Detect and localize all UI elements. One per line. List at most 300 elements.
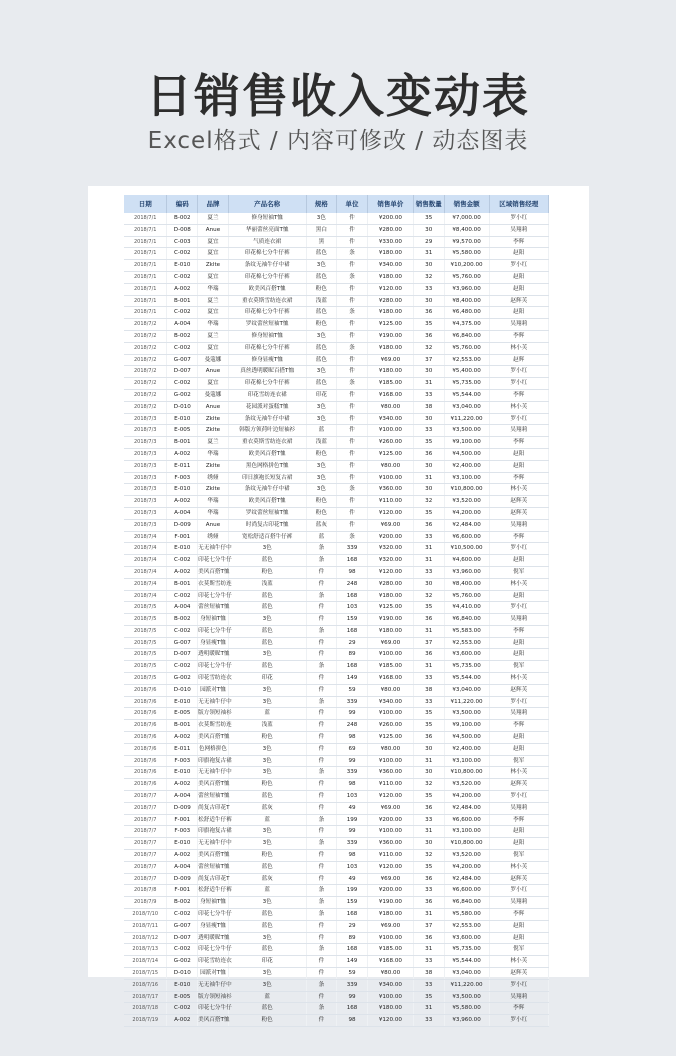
table-cell: A-002 — [167, 732, 198, 744]
table-cell: ¥4,410.00 — [444, 602, 489, 614]
table-cell: 33 — [413, 696, 444, 708]
table-cell: 印花雪纺连衣裙 — [228, 389, 306, 401]
table-cell: ¥180.00 — [367, 342, 413, 354]
table-cell: ¥100.00 — [367, 826, 413, 838]
table-cell: ¥5,544.00 — [444, 673, 489, 685]
table-cell: 件 — [337, 448, 368, 460]
table-cell: 33 — [413, 1015, 444, 1027]
table-cell: 35 — [413, 708, 444, 720]
table-cell: 条 — [306, 625, 337, 637]
table-cell: ¥3,040.00 — [444, 684, 489, 696]
table-row — [124, 649, 549, 661]
table-cell: 2018/7/17 — [124, 991, 167, 1003]
table-cell: E-010 — [167, 838, 198, 850]
table-cell: ¥180.00 — [367, 248, 413, 260]
table-cell: ¥200.00 — [367, 885, 413, 897]
table-cell: ¥5,583.00 — [444, 625, 489, 637]
table-cell: 2018/7/3 — [124, 437, 167, 449]
table-cell: 件 — [337, 213, 368, 224]
table-cell: 2018/7/2 — [124, 378, 167, 390]
table-cell: 气质连衣裙 — [228, 236, 306, 248]
table-row — [124, 248, 549, 260]
table-cell: 蕾丝短袖T恤 — [198, 791, 229, 803]
page-title: 日销售收入变动表 — [146, 69, 530, 123]
table-cell: 赵阳 — [489, 649, 548, 661]
table-row — [124, 283, 549, 295]
table-cell: 3色 — [306, 484, 337, 496]
table-cell: 修身短袖T恤 — [228, 213, 306, 224]
table-cell: 园派对T恤 — [198, 968, 229, 980]
table-cell: 夏宜 — [198, 271, 229, 283]
table-cell: Anue — [198, 224, 229, 236]
table-cell: ¥200.00 — [367, 531, 413, 543]
table-cell: 2018/7/2 — [124, 401, 167, 413]
table-cell: C-002 — [167, 271, 198, 283]
table-cell: 98 — [337, 732, 368, 744]
table-cell: 绣娅 — [198, 472, 229, 484]
table-cell: 件 — [337, 460, 368, 472]
table-cell: 条 — [306, 979, 337, 991]
table-row — [124, 389, 549, 401]
table-cell: C-002 — [167, 342, 198, 354]
table-cell: 身显瘦T恤 — [198, 637, 229, 649]
table-cell: 69 — [337, 743, 368, 755]
table-cell: 98 — [337, 850, 368, 862]
table-cell: 35 — [413, 437, 444, 449]
table-cell: 蓝色 — [306, 378, 337, 390]
table-cell: 37 — [413, 920, 444, 932]
table-row — [124, 991, 549, 1003]
table-cell: 36 — [413, 732, 444, 744]
table-cell: ¥320.00 — [367, 555, 413, 567]
table-cell: A-002 — [167, 448, 198, 460]
table-cell: 条 — [306, 944, 337, 956]
table-cell: A-004 — [167, 602, 198, 614]
table-cell: 林小芙 — [489, 401, 548, 413]
table-cell: 夏兰 — [198, 330, 229, 342]
table-cell: 无无袖牛仔中 — [198, 543, 229, 555]
table-cell: ¥11,220.00 — [444, 979, 489, 991]
table-cell: 印花 — [306, 389, 337, 401]
table-cell: E-005 — [167, 991, 198, 1003]
table-cell: 蓝色 — [228, 861, 306, 873]
table-cell: 248 — [337, 578, 368, 590]
table-cell: ¥168.00 — [367, 673, 413, 685]
table-cell: E-011 — [167, 460, 198, 472]
table-row — [124, 354, 549, 366]
table-cell: 吴翔莉 — [489, 897, 548, 909]
table-cell: 2018/7/18 — [124, 1003, 167, 1015]
table-cell: 李辉 — [489, 1003, 548, 1015]
table-cell: 欧美风百搭T恤 — [228, 496, 306, 508]
table-row — [124, 460, 549, 472]
table-cell: ¥3,600.00 — [444, 932, 489, 944]
table-cell: 339 — [337, 543, 368, 555]
table-cell: 2018/7/6 — [124, 779, 167, 791]
table-cell: 2018/7/3 — [124, 496, 167, 508]
table-cell: 蓝色 — [306, 248, 337, 260]
table-cell: 2018/7/1 — [124, 271, 167, 283]
table-cell: 印花 — [228, 956, 306, 968]
table-cell: ¥6,480.00 — [444, 307, 489, 319]
table-cell: 条 — [306, 909, 337, 921]
table-row — [124, 637, 549, 649]
table-cell: 夏宜 — [198, 236, 229, 248]
table-row — [124, 684, 549, 696]
table-cell: ¥4,200.00 — [444, 791, 489, 803]
table-cell: ¥2,553.00 — [444, 920, 489, 932]
table-cell: 罗小红 — [489, 213, 548, 224]
table-cell: 89 — [337, 649, 368, 661]
table-cell: 吴翔莉 — [489, 224, 548, 236]
table-row — [124, 614, 549, 626]
table-cell: D-010 — [167, 968, 198, 980]
table-cell: 件 — [337, 224, 368, 236]
table-cell: 33 — [413, 389, 444, 401]
table-cell: 林小芙 — [489, 861, 548, 873]
table-cell: ¥80.00 — [367, 743, 413, 755]
table-cell: 真丝透明暖昵百搭T恤 — [228, 366, 306, 378]
table-cell: ¥100.00 — [367, 932, 413, 944]
table-cell: 吴翔莉 — [489, 708, 548, 720]
table-cell: 倪军 — [489, 661, 548, 673]
table-cell: 件 — [337, 260, 368, 272]
table-cell: 件 — [306, 802, 337, 814]
table-cell: 30 — [413, 578, 444, 590]
table-cell: 罗小红 — [489, 1015, 548, 1027]
table-row — [124, 566, 549, 578]
table-row — [124, 472, 549, 484]
table-cell: ¥10,200.00 — [444, 260, 489, 272]
table-cell: 33 — [413, 814, 444, 826]
table-cell: 3色 — [306, 401, 337, 413]
table-cell: 赵辉芙 — [489, 779, 548, 791]
table-cell: 蓝色 — [228, 555, 306, 567]
table-cell: 2018/7/4 — [124, 555, 167, 567]
table-cell: Zklte — [198, 260, 229, 272]
table-cell: D-007 — [167, 366, 198, 378]
table-cell: 件 — [337, 496, 368, 508]
table-cell: 蓝色 — [228, 590, 306, 602]
table-cell: ¥3,040.00 — [444, 401, 489, 413]
table-cell: ¥100.00 — [367, 708, 413, 720]
table-cell: 2018/7/4 — [124, 531, 167, 543]
table-cell: 31 — [413, 1003, 444, 1015]
table-cell: 件 — [306, 578, 337, 590]
table-cell: ¥2,553.00 — [444, 637, 489, 649]
table-row — [124, 413, 549, 425]
table-cell: ¥180.00 — [367, 909, 413, 921]
table-cell: ¥8,400.00 — [444, 578, 489, 590]
table-cell: 31 — [413, 543, 444, 555]
table-cell: 199 — [337, 814, 368, 826]
table-cell: ¥3,520.00 — [444, 496, 489, 508]
table-cell: 罗小红 — [489, 366, 548, 378]
table-cell: 吴翔莉 — [489, 614, 548, 626]
table-cell: ¥280.00 — [367, 224, 413, 236]
table-cell: 59 — [337, 968, 368, 980]
table-cell: 件 — [306, 649, 337, 661]
table-cell: 3色 — [228, 696, 306, 708]
table-cell: B-001 — [167, 720, 198, 732]
table-cell: 粉色 — [228, 779, 306, 791]
table-cell: 99 — [337, 826, 368, 838]
table-row — [124, 519, 549, 531]
table-cell: ¥340.00 — [367, 696, 413, 708]
table-cell: 件 — [337, 425, 368, 437]
table-cell: 透明暖昵T恤 — [198, 649, 229, 661]
table-cell: 89 — [337, 932, 368, 944]
table-cell: 印花棉七分牛仔裤 — [228, 307, 306, 319]
table-row — [124, 861, 549, 873]
table-cell: ¥69.00 — [367, 637, 413, 649]
table-header-row — [124, 195, 549, 213]
table-cell: 36 — [413, 519, 444, 531]
table-cell: ¥320.00 — [367, 543, 413, 555]
table-cell: ¥4,500.00 — [444, 448, 489, 460]
table-cell: 花园派对蛋糕T恤 — [228, 401, 306, 413]
table-cell: B-001 — [167, 578, 198, 590]
table-cell: 30 — [413, 413, 444, 425]
table-cell: 2018/7/5 — [124, 602, 167, 614]
table-cell: 2018/7/5 — [124, 661, 167, 673]
table-cell: 华瑞 — [198, 319, 229, 331]
table-cell: 168 — [337, 661, 368, 673]
table-row — [124, 555, 549, 567]
table-cell: 35 — [413, 602, 444, 614]
page-subtitle: Excel格式 / 内容可修改 / 动态图表 — [147, 128, 529, 154]
table-cell: 36 — [413, 649, 444, 661]
table-cell: 罗小红 — [489, 260, 548, 272]
table-cell: 尚复古印花T — [198, 873, 229, 885]
table-cell: ¥4,500.00 — [444, 732, 489, 744]
table-cell: 36 — [413, 330, 444, 342]
table-cell: ¥4,200.00 — [444, 507, 489, 519]
table-cell: ¥3,500.00 — [444, 708, 489, 720]
table-cell: 49 — [337, 873, 368, 885]
table-cell: 32 — [413, 342, 444, 354]
table-cell: 35 — [413, 507, 444, 519]
table-cell: ¥5,760.00 — [444, 271, 489, 283]
table-cell: D-009 — [167, 873, 198, 885]
table-cell: 件 — [337, 295, 368, 307]
table-cell: B-001 — [167, 295, 198, 307]
table-cell: 条 — [337, 484, 368, 496]
table-cell: 2018/7/6 — [124, 743, 167, 755]
table-cell: 美风百搭T恤 — [198, 850, 229, 862]
table-cell: ¥5,544.00 — [444, 389, 489, 401]
table-cell: 36 — [413, 307, 444, 319]
table-cell: 2018/7/7 — [124, 850, 167, 862]
table-cell: 3色 — [228, 979, 306, 991]
table-cell: 32 — [413, 850, 444, 862]
table-cell: E-010 — [167, 767, 198, 779]
table-cell: D-007 — [167, 649, 198, 661]
table-cell: ¥120.00 — [367, 566, 413, 578]
table-cell: 36 — [413, 897, 444, 909]
table-cell: 蓝色 — [228, 661, 306, 673]
table-cell: 吴翔莉 — [489, 802, 548, 814]
table-cell: 罗纹蕾丝短袖T恤 — [228, 319, 306, 331]
table-cell: ¥180.00 — [367, 590, 413, 602]
table-cell: 倪军 — [489, 755, 548, 767]
table-cell: 3色 — [228, 897, 306, 909]
table-cell: 条纹无袖牛仔中裙 — [228, 413, 306, 425]
table-cell: A-004 — [167, 861, 198, 873]
table-cell: 30 — [413, 366, 444, 378]
table-row — [124, 873, 549, 885]
table-cell: 罗小红 — [489, 791, 548, 803]
table-row — [124, 1003, 549, 1015]
table-row — [124, 885, 549, 897]
table-cell: 粉色 — [228, 732, 306, 744]
table-cell: ¥69.00 — [367, 519, 413, 531]
table-cell: 条 — [306, 696, 337, 708]
table-cell: 2018/7/2 — [124, 354, 167, 366]
table-cell: 印花七分牛仔 — [198, 944, 229, 956]
table-cell: 蓝色 — [306, 307, 337, 319]
table-cell: ¥185.00 — [367, 661, 413, 673]
table-cell: 2018/7/2 — [124, 389, 167, 401]
table-cell: 赵阳 — [489, 307, 548, 319]
table-cell: 件 — [337, 330, 368, 342]
table-cell: 美风百搭T恤 — [198, 779, 229, 791]
table-cell: ¥120.00 — [367, 1015, 413, 1027]
table-cell: 2018/7/1 — [124, 260, 167, 272]
table-cell: 33 — [413, 885, 444, 897]
table-cell: ¥185.00 — [367, 378, 413, 390]
table-cell: 条 — [337, 248, 368, 260]
table-cell: ¥360.00 — [367, 838, 413, 850]
table-cell: 2018/7/4 — [124, 566, 167, 578]
table-row — [124, 330, 549, 342]
table-cell: 31 — [413, 755, 444, 767]
table-cell: D-010 — [167, 401, 198, 413]
table-row — [124, 767, 549, 779]
table-cell: 168 — [337, 909, 368, 921]
table-cell: ¥80.00 — [367, 401, 413, 413]
table-row — [124, 484, 549, 496]
table-cell: 2018/7/3 — [124, 519, 167, 531]
table-cell: 2018/7/9 — [124, 897, 167, 909]
table-cell: G-002 — [167, 956, 198, 968]
table-cell: Anue — [198, 401, 229, 413]
table-cell: 黑 — [306, 236, 337, 248]
table-cell: 绣娅 — [198, 531, 229, 543]
table-row — [124, 979, 549, 991]
table-cell: 林小芙 — [489, 342, 548, 354]
table-cell: ¥180.00 — [367, 625, 413, 637]
table-cell: 赵阳 — [489, 826, 548, 838]
table-cell: 30 — [413, 460, 444, 472]
table-cell: 2018/7/7 — [124, 791, 167, 803]
table-cell: E-010 — [167, 696, 198, 708]
table-cell: 2018/7/7 — [124, 802, 167, 814]
table-cell: 衣莫斯雪纺连 — [198, 578, 229, 590]
table-cell: 339 — [337, 979, 368, 991]
table-cell: 版方领短袖衫 — [198, 991, 229, 1003]
table-cell: ¥3,500.00 — [444, 991, 489, 1003]
table-cell: 2018/7/11 — [124, 920, 167, 932]
table-cell: 件 — [306, 791, 337, 803]
table-cell: 149 — [337, 956, 368, 968]
table-cell: 条 — [306, 897, 337, 909]
table-cell: 美风百搭T恤 — [198, 566, 229, 578]
table-cell: 件 — [337, 236, 368, 248]
table-cell: 29 — [337, 637, 368, 649]
table-cell: 30 — [413, 295, 444, 307]
table-row — [124, 814, 549, 826]
table-cell: 件 — [306, 991, 337, 1003]
table-cell: 蓝色 — [306, 342, 337, 354]
table-cell: ¥4,600.00 — [444, 555, 489, 567]
column-header: 单位 — [337, 195, 368, 213]
table-cell: E-010 — [167, 484, 198, 496]
table-cell: ¥3,100.00 — [444, 826, 489, 838]
table-cell: 339 — [337, 838, 368, 850]
table-cell: 印日旗袍长短复古裙 — [228, 472, 306, 484]
table-cell: ¥340.00 — [367, 979, 413, 991]
table-cell: 罗小红 — [489, 413, 548, 425]
table-cell: E-010 — [167, 979, 198, 991]
table-cell: 身短袖T恤 — [198, 614, 229, 626]
table-cell: ¥190.00 — [367, 897, 413, 909]
table-cell: 件 — [306, 614, 337, 626]
table-cell: ¥5,760.00 — [444, 342, 489, 354]
table-cell: 粉色 — [228, 850, 306, 862]
table-cell: ¥5,580.00 — [444, 248, 489, 260]
table-row — [124, 378, 549, 390]
table-cell: 蓝灰 — [306, 519, 337, 531]
table-cell: ¥2,400.00 — [444, 460, 489, 472]
table-cell: 林小芙 — [489, 484, 548, 496]
table-cell: 蓝 — [228, 708, 306, 720]
table-cell: 件 — [306, 968, 337, 980]
table-cell: 粉色 — [306, 448, 337, 460]
table-cell: 夏宜 — [198, 307, 229, 319]
table-cell: 31 — [413, 555, 444, 567]
table-cell: ¥340.00 — [367, 413, 413, 425]
table-cell: 李辉 — [489, 389, 548, 401]
table-cell: 条 — [306, 1003, 337, 1015]
table-cell: B-002 — [167, 614, 198, 626]
table-cell: 3色 — [228, 543, 306, 555]
table-cell: 2018/7/3 — [124, 484, 167, 496]
table-cell: 印花七分牛仔 — [198, 1003, 229, 1015]
table-cell: ¥280.00 — [367, 578, 413, 590]
table-cell: 2018/7/3 — [124, 425, 167, 437]
table-cell: 蓝色 — [306, 354, 337, 366]
table-cell: 件 — [306, 779, 337, 791]
table-cell: ¥5,735.00 — [444, 378, 489, 390]
table-cell: C-002 — [167, 555, 198, 567]
table-cell: ¥2,484.00 — [444, 519, 489, 531]
table-cell: 修身显瘦T恤 — [228, 354, 306, 366]
column-header: 规格 — [306, 195, 337, 213]
table-cell: 339 — [337, 767, 368, 779]
table-row — [124, 708, 549, 720]
table-cell: ¥185.00 — [367, 944, 413, 956]
table-row — [124, 802, 549, 814]
table-cell: ¥100.00 — [367, 472, 413, 484]
table-cell: 华瑞 — [198, 507, 229, 519]
table-cell: 印花棉七分牛仔裤 — [228, 378, 306, 390]
table-cell: 件 — [306, 850, 337, 862]
table-cell: ¥180.00 — [367, 366, 413, 378]
table-cell: ¥69.00 — [367, 920, 413, 932]
table-cell: 103 — [337, 602, 368, 614]
table-cell: Anue — [198, 366, 229, 378]
